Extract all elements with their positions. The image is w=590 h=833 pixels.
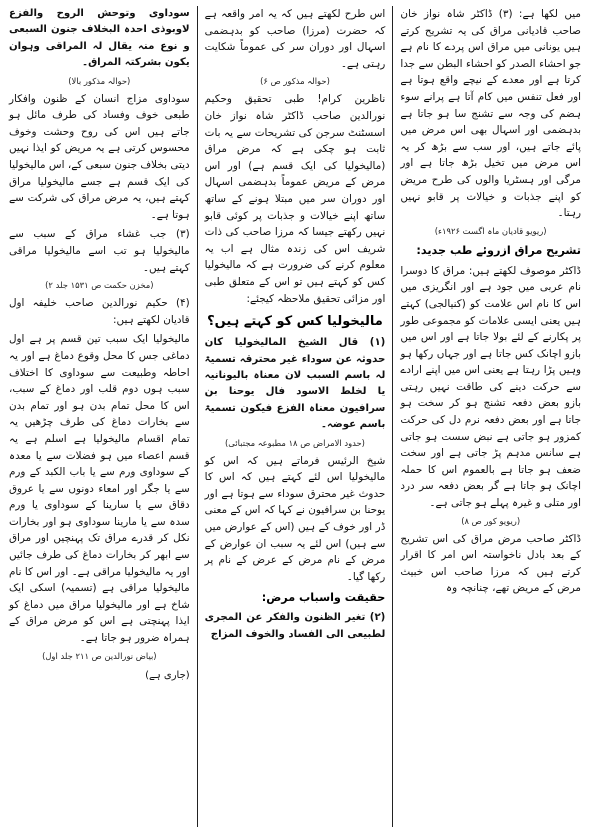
column-divider	[197, 6, 198, 827]
column-left	[6, 6, 193, 827]
column-right	[397, 6, 584, 827]
column-middle	[202, 6, 389, 827]
paragraph: شیخ الرئیس فرماتے ہیں کہ اس کو مالیخولیا اس لئے کہتے ہیں کہ اس کا حدوث غیر محترق سوداء سے ہوتا ہے اور یوحنا بن سرافیون نے کہا کہ اس کے معنی ڈر اور خوف کے ہیں (اس کے عوارض میں سے ہیں) اس لئے یہ سبب ان عوارض کے مرض کے نام مرض کے عرض کے نام پر رکھا گیا۔	[204, 454, 386, 583]
reference-note: (مخزن حکمت ص ۱۵۳۱ جلد ۲)	[45, 280, 154, 291]
section-heading: حقیقت واسباب مرض:	[261, 591, 386, 605]
section-heading: تشریح مراق ازروئے طب جدید:	[416, 243, 581, 257]
paragraph: (۳) جب غشاء مراق کے سبب سے مالیخولیا ہو تب اسے مالیخولیا مراقی کہتے ہیں۔	[8, 228, 190, 274]
paragraph: میں لکھا ہے: (۳) ڈاکٹر شاہ نواز خان صاحب قادیانی مراق کی یہ تشریح کرتے ہیں یونانی میں مراق اس پردے کا نام ہے جو احشاء الصدر کو احشاء البطن سے جدا کرتا ہے اور معدے کے نیچے واقع ہوتا ہے اور فعل تنفس میں کام آتا ہے پرانے سوء ہضم کی وجہ سے تشنج سا ہو جاتا ہے بدہضمی اور اسہال بھی اس مرض میں پائے جاتے ہیں، اور سب سے بڑھ کر یہ اس مرض میں تخیل بڑھ جاتا ہے اور مرگی اور ہسٹریا والوں کی طرح مریض کو اپنے جذبات و خیالات پر قابو نہیں رہتا۔	[400, 8, 581, 220]
arabic-quote: (۲) تغیر الظنون والفکر عن المجری لطبیعی الی الفساد والخوف المزاج	[204, 612, 386, 640]
paragraph: ڈاکٹر موصوف لکھتے ہیں: مراق کا دوسرا نام عربی میں جود ہے اور انگریزی میں اس کا نام اس علامت کو (کنیالجی) کہتے ہیں یعنی ایسی علامات کو مجموعی طور پر پکارنے کے لئے بولا جاتا ہے اور اس میں بازو اچانک کس جاتا ہے اور جہاں رکھا ہو وہیں پڑا رہتا ہے یعنی اس میں اپنے ارادے سے حرکت دینے کی طاقت نہیں رہتی بازو بعض دفعہ تشنج ہو کر سخت ہو جاتا ہے اور بعض دفعہ نرم دل کی حرکت کمزور ہو جاتی ہے نبض سست ہو جاتی ہے سانس مدہم پڑ جاتی ہے اور سخت ضعف ہو جاتا ہے بالعموم اس کا حملہ اچانک ہو جاتا ہے گر بعض دفعہ سر درد اور متلی و غیرہ پہلے ہو جاتی ہے۔	[400, 264, 581, 510]
column-divider	[392, 6, 393, 827]
reference-note: (حوالہ مذکور ص ۶)	[260, 76, 330, 87]
paragraph: اس طرح لکھتے ہیں کہ یہ امر واقعہ ہے کہ حضرت (مرزا) صاحب کو بدہضمی اسہال اور دوران سر کی عموماً شکایت رہتی ہے۔	[204, 8, 386, 70]
reference-note: (حدود الامراض ص ۱۸ مطبوعہ مجتبائی)	[225, 437, 365, 448]
reference-note: (ریویو کور ص ۸)	[461, 515, 521, 526]
paragraph: سوداوی مزاج انسان کے ظنون وافکار طبعی خوف وفساد کی طرف مائل ہو جاتے ہیں اس کی روح وحشت وخوف محسوس کرتی ہے یہ مریض کو ایذا نہیں دیتی بخلاف جنون سبعی کے، اس مالیخولیا کی ایک قسم ہے جسے مالیخولیا مراق کہتے ہیں، یہ مرض مراق کی شرکت سے ہوتا ہے۔	[8, 92, 190, 221]
paragraph: مالیخولیا ایک سبب تین قسم پر ہے اول دماغی جس کا محل وقوع دماغ ہے اور یہ احاطہ وطبیعت سے سوداوی کا اختلاف سبب ہوں دوم قلب اور دماغ کے سبب، اس کا محل تمام بدن ہو اور تمام بدن سے بخارات دماغ کی طرف چڑھیں یہ تمام اقسام مالیخولیا ہے اسلم ہے یہ قسم اعصاء میں ہو فضلات سے یا معدہ کے سوداوی ورم سے یا باب الکبد کے ورم سے یا جگر اور امعاء دونوں سے یا عروق دقاق سے یا سارینا کے سوداوی یا ورم سدہ سے یا مارینا سوداوی ہو اور بخارات نکل کر قدرے مراق تک پہنچیں اور مراق سے ابھر کر بخارات دماغ کی طرف جائیں اور یہ مالیخولیا مراقی ہے۔ اور اس کا نام مالیخولیا مراقی ہے (تسمیہ) اسکی ایک شاخ ہے اور مالیخولیا مراق میں دماغ کو ایذا پہنچتی ہے اس کو مرض مراق کے ہمراہ ضرور ہو جاتا ہے۔	[8, 333, 190, 645]
paragraph: ڈاکٹر صاحب مرض مراق کی اس تشریح کے بعد بادل ناخواستہ اس امر کا اقرار کرتے ہیں کہ مرزا صاحب اس خبیث مرض کے مریض تھے، چنانچہ وہ	[400, 532, 581, 595]
reference-note: (بیاض نورالدین ص ۲۱۱ جلد اول)	[42, 650, 157, 661]
reference-note: (ریویو قادیان ماہ اگست ۱۹۲۶ء)	[434, 225, 547, 236]
arabic-quote: سوداوی وتوحش الروح والفزع لاوبوذی احدہ البخلاف جنون السبعی و نوع منہ یقال لہ المراقی وہوان یکون بشرکتہ المراق۔	[8, 8, 190, 69]
section-heading: مالیخولیا کس کو کہتے ہیں؟	[207, 314, 383, 330]
arabic-quote: (۱) قال الشیخ المالیخولیا کان حدوثہ عن سوداء غیر محترقہ تسمیۃ لہ باسم السبب لان معناہ بالیونانیہ یا لخلط الاسود فال یوحنا بن سرافیون معناہ الفزع فیکون تسمیۃ باسم عوضہ۔	[204, 337, 386, 431]
continued-note: (جاری ہے)	[145, 669, 190, 681]
paragraph: ناظرین کرام! طبی تحقیق وحکیم نورالدین صاحب ڈاکٹر شاہ نواز خان اسسٹنٹ سرجن کی تشریحات سے یہ بات ثابت ہو چکی ہے کہ مرض مراق (مالیخولیا کی ایک قسم ہے) اور اس مرض کے مریض عموماً بدہضمی اسہال اور دوران سر میں مبتلا ہونے کے ساتھ ساتھ اپنے خیالات و جذبات پر کوئی قابو نہیں رکھتے جیسا کہ مرزا صاحب کی ذات شریف اس کی زندہ مثال ہے اب یہ معلوم کرنے کی ضرورت ہے کہ مالیخولیا کس کو کہتے ہیں تو اس کے متعلق طبی اور مزائی تحقیق ملاحظہ کیجئے:	[204, 93, 386, 305]
reference-note: (حوالہ مذکور بالا)	[68, 75, 131, 86]
paragraph: (۴) حکیم نورالدین صاحب خلیفہ اول قادیان لکھتے ہیں:	[8, 297, 190, 326]
